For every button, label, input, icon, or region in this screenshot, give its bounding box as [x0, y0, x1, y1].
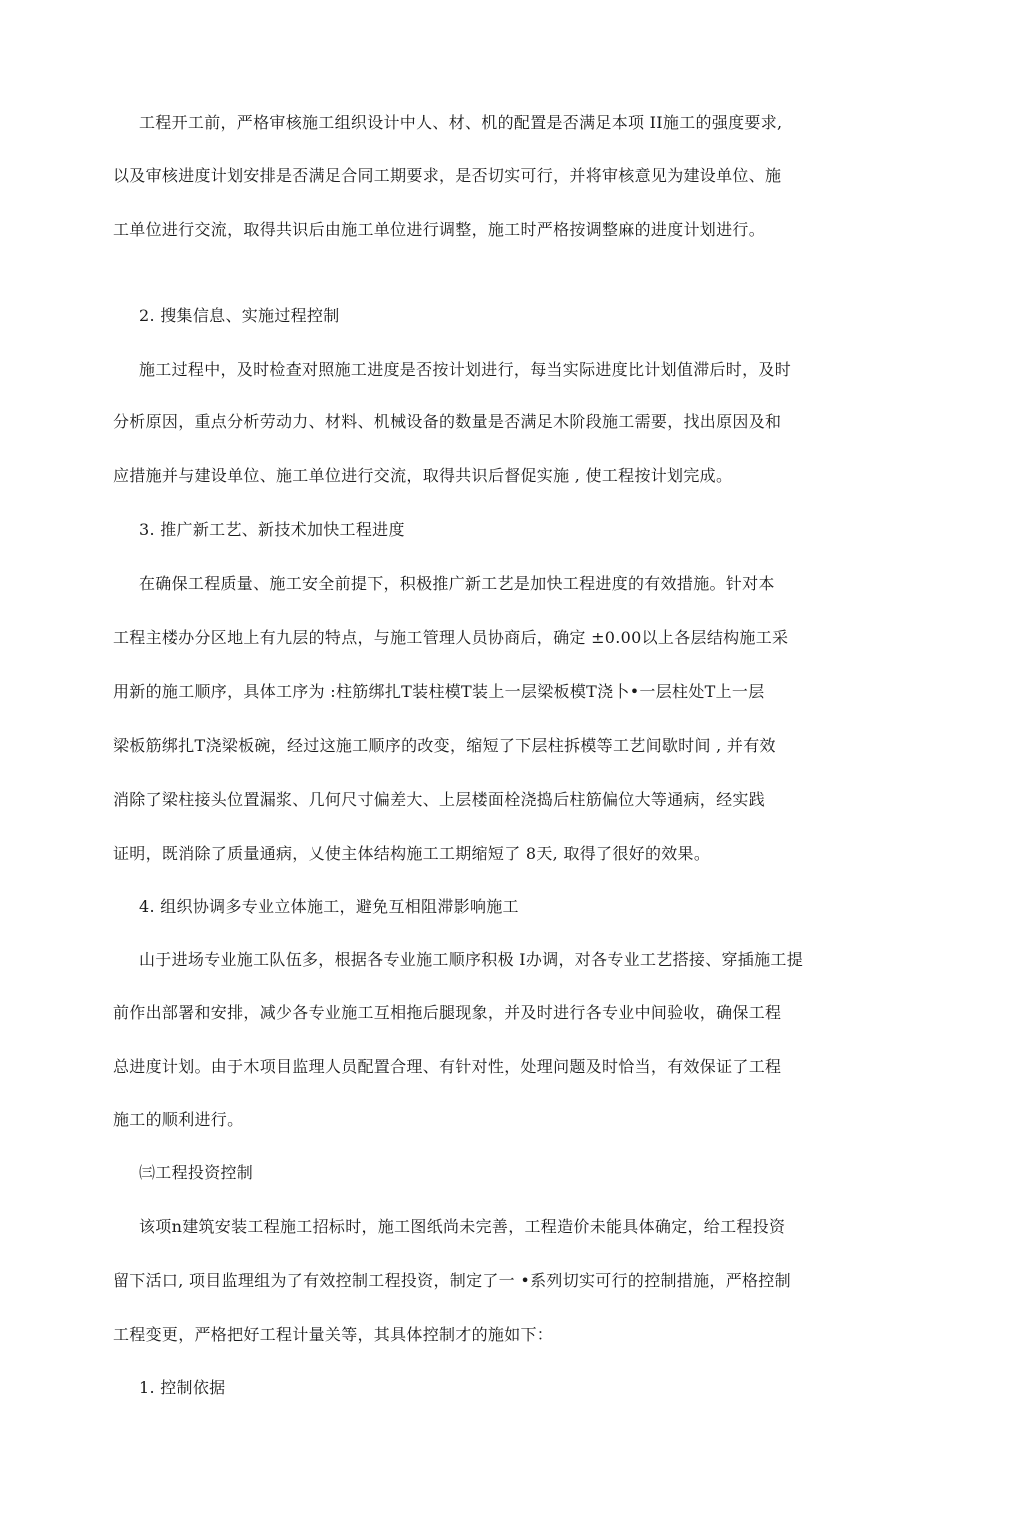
- paragraph-line: 应措施并与建设单位、施工单位进行交流，取得共识后督促实施 , 使工程按计划完成。: [113, 466, 733, 485]
- paragraph-line: 前作出部署和安排，减少各专业施工互相拖后腿现象，并及时进行各专业中间验收，确保工程: [113, 1003, 782, 1022]
- section-heading: 2. 搜集信息、实施过程控制: [139, 306, 340, 325]
- paragraph-line: 工程开工前，严格审核施工组织设计中人、材、机的配置是否满足本项 II施工的强度要求,: [139, 113, 783, 132]
- paragraph-line: 以及审核进度计划安排是否满足合同工期要求，是否切实可行，并将审核意见为建设单位、施: [113, 166, 782, 185]
- section-heading: 1. 控制依据: [139, 1378, 226, 1397]
- paragraph-line: 消除了梁柱接头位置漏浆、几何尺寸偏差大、上层楼面栓浇捣后柱筋偏位大等通病，经实践: [113, 790, 766, 809]
- paragraph-line: 梁板筋绑扎T浇梁板碗，经过这施工顺序的改变，缩短了下层柱拆模等工艺间歇时间 , 并有效: [113, 736, 776, 755]
- paragraph-line: 分析原因，重点分析劳动力、材料、机械设备的数量是否满足木阶段施工需要，找出原因及和: [113, 412, 782, 431]
- paragraph-line: 施工的顺利进行。: [113, 1110, 244, 1129]
- paragraph-line: 总进度计划。由于木项目监理人员配置合理、有针对性，处理问题及时恰当，有效保证了工程: [113, 1057, 782, 1076]
- paragraph-line: 留下活口, 项目监理组为了有效控制工程投资，制定了一 •系列切实可行的控制措施，严格控制: [113, 1271, 791, 1290]
- paragraph-line: 工程主楼办分区地上有九层的特点，与施工管理人员协商后，确定 ±0.00以上各层结构施工采: [113, 628, 789, 647]
- paragraph-line: 工单位进行交流，取得共识后由施工单位进行调整，施工时严格按调整麻的进度计划进行。: [113, 220, 766, 239]
- section-heading: 4. 组织协调多专业立体施工，避免互相阻滞影响施工: [139, 897, 519, 916]
- section-heading: ㈢工程投资控制: [139, 1163, 254, 1182]
- paragraph-line: 该项n建筑安装工程施工招标时，施工图纸尚未完善，工程造价未能具体确定，给工程投资: [139, 1217, 786, 1236]
- paragraph-line: 证明，既消除了质量通病，乂使主体结构施工工期缩短了 8天, 取得了很好的效果。: [113, 844, 711, 863]
- paragraph-line: 用新的施工顺序，具体工序为 :柱筋绑扎T装柱模T装上一层梁板模T浇卜•一层柱处T上一层: [113, 682, 765, 701]
- section-heading: 3. 推广新工艺、新技术加快工程进度: [139, 520, 405, 539]
- paragraph-line: 施工过程中，及时检查对照施工进度是否按计划进行，每当实际进度比计划值滞后时，及时: [139, 360, 792, 379]
- paragraph-line: 工程变更，严格把好工程计量关等，其具体控制才的施如下：: [113, 1325, 554, 1344]
- paragraph-line: 在确保工程质量、施工安全前提下，积极推广新工艺是加快工程进度的有效措施。针对本: [139, 574, 775, 593]
- paragraph-line: 山于进场专业施工队伍多，根据各专业施工顺序积极 I办调，对各专业工艺搭接、穿插施工提: [139, 950, 804, 969]
